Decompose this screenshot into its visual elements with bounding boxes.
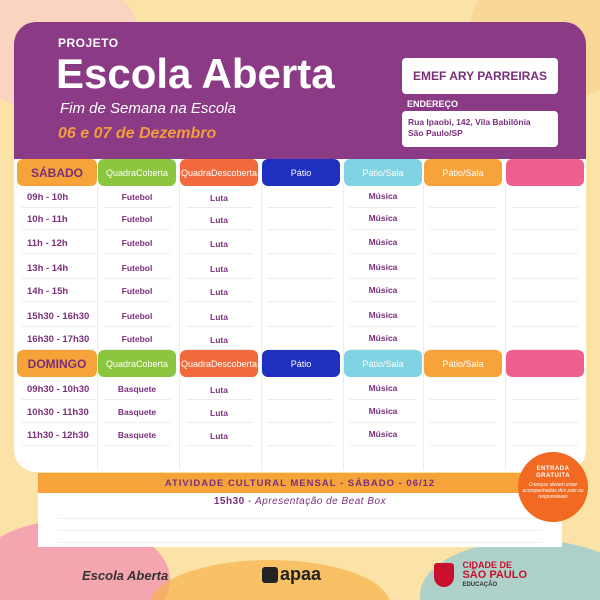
row-divider: [512, 422, 578, 423]
row-divider: [186, 301, 252, 302]
row-divider: [186, 422, 252, 423]
row-divider: [22, 229, 96, 230]
free-entry-badge: [518, 452, 588, 522]
row-divider: [268, 422, 334, 423]
row-divider: [268, 445, 334, 446]
event-dates: 06 e 07 de Dezembro: [58, 125, 217, 142]
badge-line: ENTRADA: [536, 466, 570, 472]
cultural-activity: [38, 496, 562, 507]
page-subtitle: Fim de Semana na Escola: [60, 100, 236, 117]
row-divider: [186, 229, 252, 230]
column-divider: [261, 184, 262, 470]
column-header: [98, 159, 176, 186]
column-header-line: Pátio/Sala: [442, 358, 484, 369]
activity-cell: Futebol: [121, 311, 153, 321]
row-divider: [104, 399, 170, 400]
city-line: EDUCAÇÃO: [462, 582, 498, 588]
row-divider: [512, 229, 578, 230]
row-divider: [268, 207, 334, 208]
row-divider: [22, 207, 96, 208]
column-header: [344, 159, 422, 186]
activity-cell: Música: [368, 262, 398, 272]
city-crest-icon: [434, 563, 454, 587]
column-header-line: Quadra: [105, 358, 136, 369]
column-header-line: Pátio: [290, 167, 312, 178]
row-divider: [350, 326, 416, 327]
row-divider: [104, 445, 170, 446]
activity-cell: Basquete: [117, 407, 157, 417]
activity-cell: Música: [368, 191, 398, 201]
column-header-line: Quadra: [180, 358, 211, 369]
row-divider: [268, 253, 334, 254]
time-slot: 11h - 12h: [27, 238, 68, 249]
activity-cell: Música: [368, 237, 398, 247]
row-divider: [22, 445, 96, 446]
activity-cell: Música: [368, 213, 398, 223]
row-divider: [186, 207, 252, 208]
row-divider: [430, 253, 496, 254]
row-divider: [104, 301, 170, 302]
column-header: [506, 350, 584, 377]
time-slot: 15h30 - 16h30: [27, 311, 90, 322]
row-divider: [512, 445, 578, 446]
cultural-activity-name: Apresentação de Beat Box: [255, 496, 387, 507]
time-slot: 09h - 10h: [27, 192, 69, 203]
row-divider: [186, 253, 252, 254]
column-header-line: Pátio/Sala: [362, 358, 404, 369]
apaa-mark-icon: [262, 567, 278, 583]
cultural-heading: ATIVIDADE CULTURAL MENSAL - SÁBADO - 06/12: [38, 473, 562, 493]
activity-cell: Música: [368, 285, 398, 295]
column-header-line: Pátio: [290, 358, 312, 369]
day-header-saturday: SÁBADO: [17, 159, 97, 186]
row-divider: [350, 422, 416, 423]
column-header-line: Coberta: [136, 358, 169, 369]
activity-cell: Música: [368, 333, 398, 343]
activity-cell: Futebol: [121, 214, 153, 224]
column-divider: [179, 184, 180, 470]
column-header-line: Coberta: [136, 167, 169, 178]
column-header: [262, 159, 340, 186]
logo-text: apaa: [280, 564, 322, 584]
row-divider: [512, 253, 578, 254]
school-name: EMEF ARY PARREIRAS: [402, 58, 558, 94]
time-slot: 16h30 - 17h30: [27, 334, 90, 345]
time-slot: 10h30 - 11h30: [27, 407, 89, 418]
activity-cell: Luta: [210, 431, 228, 441]
activity-cell: Luta: [210, 239, 228, 249]
activity-cell: Futebol: [121, 263, 153, 273]
activity-cell: Futebol: [121, 286, 153, 296]
row-divider: [350, 399, 416, 400]
activity-cell: Música: [368, 406, 398, 416]
activity-cell: Futebol: [121, 238, 153, 248]
activity-cell: Futebol: [121, 334, 153, 344]
cultural-separator: -: [244, 496, 256, 507]
city-text: [462, 560, 527, 590]
row-divider: [430, 326, 496, 327]
divider: [58, 530, 542, 531]
activity-cell: Luta: [210, 312, 228, 322]
activity-cell: Basquete: [117, 430, 157, 440]
activity-cell: Futebol: [121, 192, 153, 202]
time-slot: 10h - 11h: [27, 214, 68, 225]
row-divider: [512, 326, 578, 327]
row-divider: [350, 278, 416, 279]
column-header-line: Quadra: [105, 167, 136, 178]
divider: [58, 518, 542, 519]
column-header-line: Descoberta: [211, 167, 258, 178]
row-divider: [430, 229, 496, 230]
row-divider: [104, 207, 170, 208]
row-divider: [350, 229, 416, 230]
time-slot: 09h30 - 10h30: [27, 384, 90, 395]
row-divider: [430, 301, 496, 302]
activity-cell: Luta: [210, 287, 228, 297]
address-label: ENDEREÇO: [407, 99, 459, 109]
row-divider: [22, 278, 96, 279]
row-divider: [430, 399, 496, 400]
row-divider: [268, 229, 334, 230]
column-divider: [423, 184, 424, 470]
sao-paulo-city-logo: [434, 560, 527, 590]
logo-text: Escola Aberta: [82, 568, 169, 583]
activity-cell: Luta: [210, 264, 228, 274]
row-divider: [430, 207, 496, 208]
row-divider: [430, 422, 496, 423]
row-divider: [22, 301, 96, 302]
address-box: [402, 111, 558, 147]
header-banner: [14, 22, 586, 159]
row-divider: [350, 253, 416, 254]
column-header: [344, 350, 422, 377]
row-divider: [512, 207, 578, 208]
escola-aberta-logo: [82, 568, 168, 583]
row-divider: [186, 278, 252, 279]
address-line: São Paulo/SP: [408, 128, 463, 138]
activity-cell: Música: [368, 310, 398, 320]
row-divider: [186, 445, 252, 446]
row-divider: [350, 207, 416, 208]
row-divider: [186, 326, 252, 327]
row-divider: [22, 326, 96, 327]
row-divider: [104, 229, 170, 230]
column-divider: [97, 184, 98, 470]
row-divider: [104, 253, 170, 254]
column-header: [262, 350, 340, 377]
row-divider: [268, 326, 334, 327]
time-slot: 11h30 - 12h30: [27, 430, 89, 441]
column-header: [424, 159, 502, 186]
cultural-time: 15h30: [213, 496, 245, 507]
day-header-sunday: DOMINGO: [17, 350, 97, 377]
activity-cell: Luta: [210, 408, 228, 418]
activity-cell: Luta: [210, 385, 228, 395]
column-header: [98, 350, 176, 377]
row-divider: [22, 422, 96, 423]
activity-cell: Música: [368, 429, 398, 439]
column-header-line: Descoberta: [211, 358, 258, 369]
badge-note: Crianças devem estar acompanhadas dos pais ou responsáveis: [522, 482, 584, 500]
row-divider: [350, 445, 416, 446]
column-header-line: Pátio/Sala: [362, 167, 404, 178]
row-divider: [268, 301, 334, 302]
column-header: [424, 350, 502, 377]
row-divider: [430, 445, 496, 446]
row-divider: [512, 301, 578, 302]
city-line: SÃO PAULO: [462, 569, 528, 581]
time-slot: 13h - 14h: [27, 263, 69, 274]
badge-line: GRATUITA: [535, 473, 571, 479]
row-divider: [104, 422, 170, 423]
activity-cell: Basquete: [117, 384, 157, 394]
column-header: [506, 159, 584, 186]
row-divider: [22, 399, 96, 400]
row-divider: [268, 278, 334, 279]
row-divider: [104, 278, 170, 279]
row-divider: [22, 253, 96, 254]
row-divider: [512, 399, 578, 400]
activity-cell: Luta: [210, 335, 228, 345]
project-kicker: PROJETO: [58, 36, 119, 50]
row-divider: [350, 301, 416, 302]
address-line: Rua Ipaobi, 142, Vila Babilônia: [408, 117, 531, 127]
row-divider: [186, 399, 252, 400]
column-header-line: Pátio/Sala: [442, 167, 484, 178]
column-header: [180, 159, 258, 186]
city-line: CIDADE DE: [462, 560, 512, 570]
column-divider: [343, 184, 344, 470]
row-divider: [268, 399, 334, 400]
divider: [58, 542, 542, 543]
row-divider: [104, 326, 170, 327]
column-header-line: Quadra: [180, 167, 211, 178]
activity-cell: Luta: [210, 215, 228, 225]
row-divider: [430, 278, 496, 279]
activity-cell: Luta: [210, 193, 228, 203]
time-slot: 14h - 15h: [27, 286, 69, 297]
column-header: [180, 350, 258, 377]
apaa-logo: [262, 564, 321, 585]
page-title: Escola Aberta: [56, 50, 335, 97]
row-divider: [512, 278, 578, 279]
column-divider: [505, 184, 506, 470]
activity-cell: Música: [368, 383, 398, 393]
